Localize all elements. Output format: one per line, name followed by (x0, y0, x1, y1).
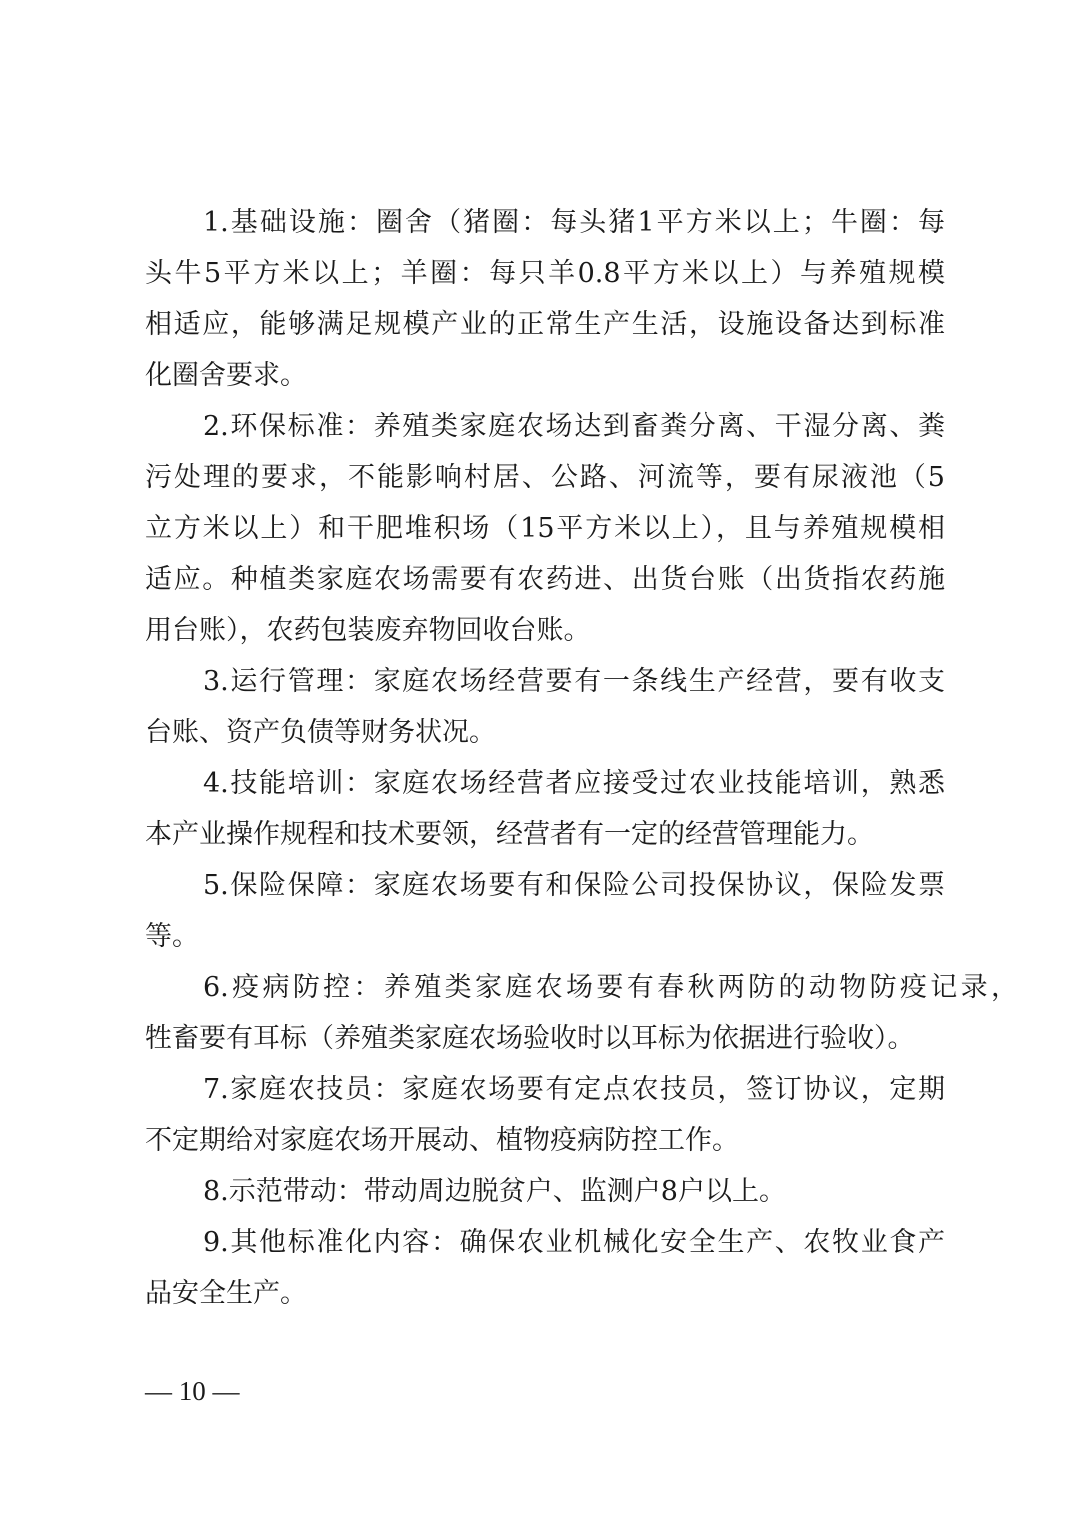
text-line: 1.基础设施：圈舍（猪圈：每头猪1平方米以上；牛圈：每 (203, 207, 945, 238)
text-line: 污处理的要求，不能影响村居、公路、河流等，要有尿液池（5 (145, 462, 945, 493)
text-line: 8.示范带动：带动周边脱贫户、监测户8户以上。 (203, 1176, 786, 1207)
text-line: 不定期给对家庭农场开展动、植物疫病防控工作。 (145, 1125, 739, 1156)
paragraph (145, 962, 1018, 1064)
page-number: — 10 — (145, 1376, 240, 1406)
paragraph (145, 860, 945, 962)
text-line: 7.家庭农技员：家庭农场要有定点农技员，签订协议，定期 (203, 1074, 945, 1105)
text-line: 品安全生产。 (145, 1278, 307, 1309)
paragraph (145, 758, 945, 860)
text-line: 等。 (145, 921, 199, 952)
document-body (145, 197, 1018, 1319)
paragraph (145, 401, 945, 656)
paragraph (145, 197, 945, 401)
text-line: 相适应，能够满足规模产业的正常生产生活，设施设备达到标准 (145, 309, 945, 340)
text-line: 6.疫病防控：养殖类家庭农场要有春秋两防的动物防疫记录， (203, 972, 1018, 1003)
text-line: 4.技能培训：家庭农场经营者应接受过农业技能培训，熟悉 (203, 768, 945, 799)
paragraph (145, 1064, 945, 1166)
text-line: 9.其他标准化内容：确保农业机械化安全生产、农牧业食产 (203, 1227, 945, 1258)
text-line: 2.环保标准：养殖类家庭农场达到畜粪分离、干湿分离、粪 (203, 411, 945, 442)
text-line: 立方米以上）和干肥堆积场（15平方米以上），且与养殖规模相 (145, 513, 945, 544)
text-line: 牲畜要有耳标（养殖类家庭农场验收时以耳标为依据进行验收）。 (145, 1023, 915, 1054)
paragraph (145, 656, 945, 758)
paragraph (145, 1166, 945, 1217)
text-line: 台账、资产负债等财务状况。 (145, 717, 496, 748)
text-line: 适应。种植类家庭农场需要有农药进、出货台账（出货指农药施 (145, 564, 945, 595)
text-line: 本产业操作规程和技术要领，经营者有一定的经营管理能力。 (145, 819, 874, 850)
text-line: 用台账），农药包装废弃物回收台账。 (145, 615, 591, 646)
text-line: 头牛5平方米以上；羊圈：每只羊0.8平方米以上）与养殖规模 (145, 258, 945, 289)
paragraph (145, 1217, 945, 1319)
text-line: 化圈舍要求。 (145, 360, 307, 391)
text-line: 5.保险保障：家庭农场要有和保险公司投保协议，保险发票 (203, 870, 945, 901)
text-line: 3.运行管理：家庭农场经营要有一条线生产经营，要有收支 (203, 666, 945, 697)
